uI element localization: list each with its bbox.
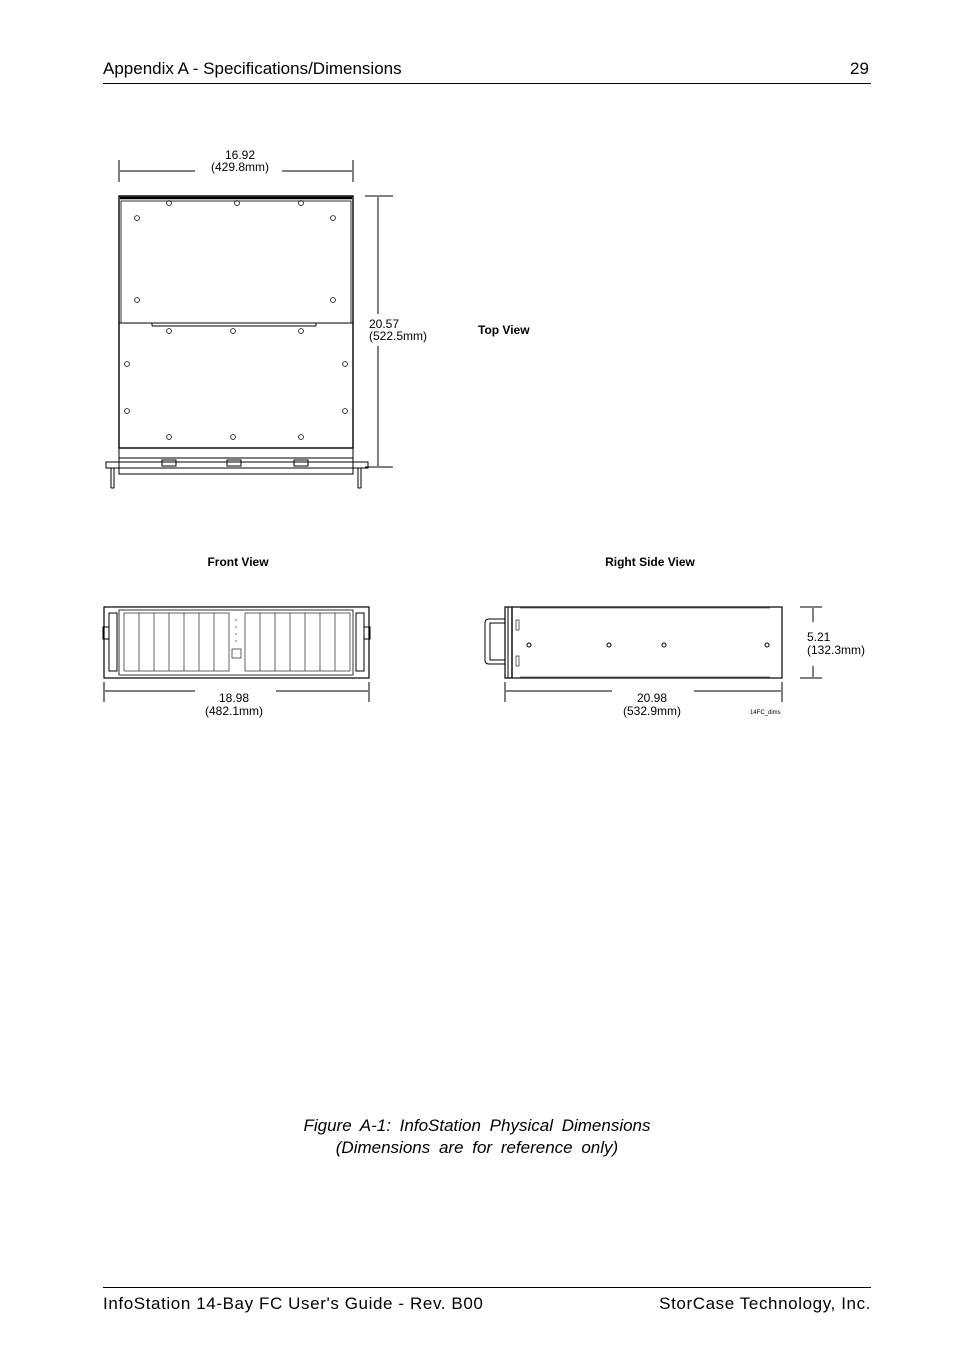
footer-company: StorCase Technology, Inc. xyxy=(659,1294,871,1313)
footer-rule xyxy=(103,1287,871,1288)
side-height-mm: (132.3mm) xyxy=(807,643,866,657)
side-height-inches: 5.21 xyxy=(807,630,831,644)
figure-caption-line1: Figure A-1: InfoStation Physical Dimensions xyxy=(303,1116,651,1135)
front-width-mm: (482.1mm) xyxy=(204,704,263,718)
top-width-inches: 16.92 xyxy=(224,148,256,162)
front-view-drawing xyxy=(103,607,370,705)
side-depth-mm: (532.9mm) xyxy=(622,704,681,718)
drawing-id: 14FC_dims xyxy=(750,710,781,716)
front-width-inches: 18.98 xyxy=(218,691,250,705)
side-view-drawing xyxy=(485,607,822,705)
front-view-label: Front View xyxy=(207,555,269,569)
side-depth-inches: 20.98 xyxy=(636,691,668,705)
top-width-mm: (429.8mm) xyxy=(210,160,269,174)
side-view-label: Right Side View xyxy=(605,555,695,569)
top-view-label: Top View xyxy=(478,323,530,337)
top-view-drawing xyxy=(106,160,393,488)
top-depth-mm: (522.5mm) xyxy=(369,329,428,343)
header-section-title: Appendix A - Specifications/Dimensions xyxy=(103,59,402,78)
top-depth-inches: 20.57 xyxy=(369,317,400,331)
header-page-number: 29 xyxy=(850,59,869,78)
footer-guide-title: InfoStation 14-Bay FC User's Guide - Rev. B00 xyxy=(103,1294,484,1313)
figure-caption-line2: (Dimensions are for reference only) xyxy=(335,1138,619,1157)
